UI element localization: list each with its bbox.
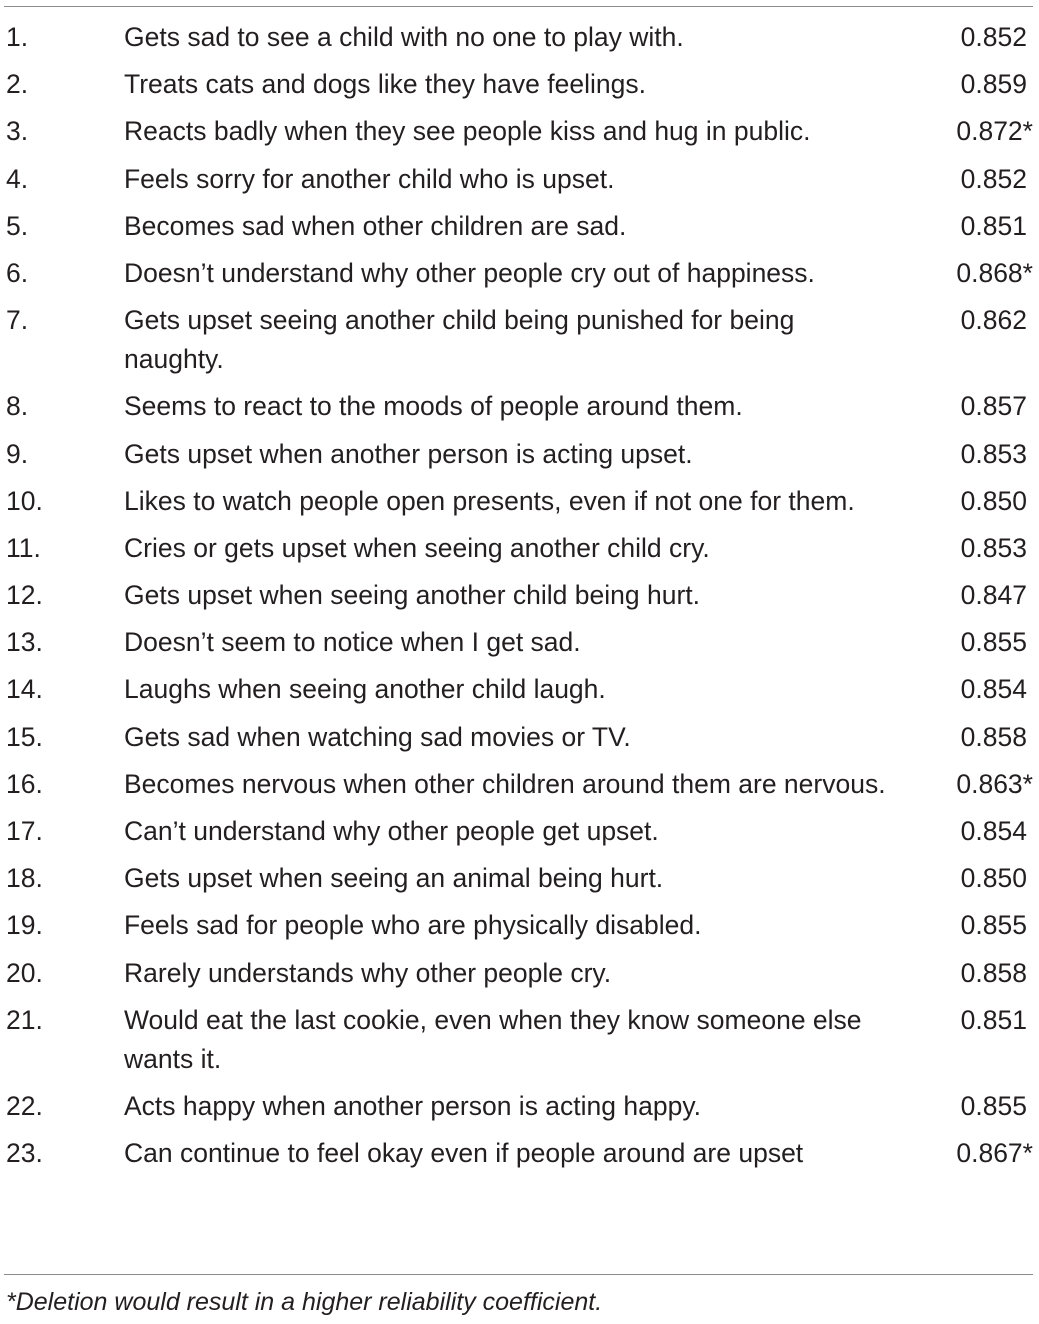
table-row [0,718,1039,757]
table-row [0,301,1039,379]
item-text: Gets sad to see a child with no one to play with. [124,22,684,52]
item-text: Can’t understand why other people get upset. [124,816,659,846]
alpha-if-deleted-value: 0.853 [960,532,1027,563]
item-text: Gets upset seeing another child being punished for being naughty. [124,305,795,375]
item-number: 22. [6,1090,43,1121]
item-number: 19. [6,910,43,941]
item-number: 20. [6,957,43,988]
item-text: Laughs when seeing another child laugh. [124,674,606,705]
item-number: 4. [6,163,29,194]
item-number: 11. [6,532,41,563]
table-row [0,1087,1039,1126]
item-number: 7. [6,305,29,336]
alpha-if-deleted-value: 0.855 [960,1090,1027,1121]
item-number: 17. [6,816,43,846]
item-text: Becomes sad when other children are sad. [124,210,627,241]
table-top-rule [4,6,1033,7]
item-number: 3. [6,116,29,147]
item-text: Seems to react to the moods of people around them. [124,391,743,422]
alpha-if-deleted-value: 0.851 [960,210,1027,241]
table-row [0,623,1039,662]
table-row [0,576,1039,615]
item-number: 15. [6,721,43,752]
item-text: Doesn’t understand why other people cry out of happiness. [124,257,815,288]
alpha-if-deleted-value: 0.853 [960,438,1027,469]
alpha-if-deleted-value: 0.855 [960,910,1027,941]
table-row [0,529,1039,568]
table-row [0,387,1039,426]
item-text: Would eat the last cookie, even when they know someone else wants it. [124,1004,862,1074]
item-number: 6. [6,257,29,288]
alpha-if-deleted-value: 0.867* [956,1138,1033,1169]
item-text: Becomes nervous when other children around them are nervous. [124,768,886,799]
alpha-if-deleted-value: 0.851 [960,1004,1027,1035]
alpha-if-deleted-value: 0.854 [960,816,1027,846]
alpha-if-deleted-value: 0.863* [956,768,1033,799]
table-row [0,906,1039,945]
item-text: Likes to watch people open presents, even if not one for them. [124,485,855,516]
table-row [0,65,1039,104]
item-number: 1. [6,22,29,52]
item-text: Gets upset when seeing another child being hurt. [124,580,701,611]
item-text: Doesn’t seem to notice when I get sad. [124,627,581,658]
table-footnote: *Deletion would result in a higher reliability coefficient. [6,1288,603,1316]
alpha-if-deleted-value: 0.854 [960,674,1027,705]
table-row [0,482,1039,521]
item-text: Feels sorry for another child who is upset. [124,163,615,194]
alpha-if-deleted-value: 0.855 [960,627,1027,658]
item-text: Rarely understands why other people cry. [124,957,612,988]
reliability-table [0,18,1039,1181]
item-number: 23. [6,1138,43,1169]
table-row [0,435,1039,474]
table-row [0,670,1039,709]
alpha-if-deleted-value: 0.850 [960,863,1027,894]
alpha-if-deleted-value: 0.858 [960,721,1027,752]
table-row [0,1134,1039,1173]
alpha-if-deleted-value: 0.850 [960,485,1027,516]
alpha-if-deleted-value: 0.872* [956,116,1033,147]
item-number: 2. [6,69,29,100]
table-row [0,1001,1039,1079]
table-row [0,954,1039,993]
item-number: 16. [6,768,43,799]
item-number: 13. [6,627,43,658]
item-text: Gets upset when another person is acting upset. [124,438,693,469]
item-text: Gets upset when seeing an animal being hurt. [124,863,664,894]
table-row [0,812,1039,851]
table-row [0,160,1039,199]
item-text: Treats cats and dogs like they have feelings. [124,69,646,100]
alpha-if-deleted-value: 0.857 [960,391,1027,422]
item-number: 12. [6,580,43,611]
item-number: 8. [6,391,29,422]
item-number: 5. [6,210,29,241]
table-bottom-rule [4,1274,1033,1275]
item-text: Cries or gets upset when seeing another child cry. [124,532,710,563]
item-text: Can continue to feel okay even if people around are upset [124,1138,804,1169]
item-number: 10. [6,485,43,516]
table-row [0,207,1039,246]
table-row [0,112,1039,151]
item-number: 9. [6,438,29,469]
item-text: Acts happy when another person is acting happy. [124,1090,701,1121]
alpha-if-deleted-value: 0.847 [960,580,1027,611]
item-text: Reacts badly when they see people kiss and hug in public. [124,116,811,147]
table-row [0,254,1039,293]
item-number: 21. [6,1004,43,1035]
alpha-if-deleted-value: 0.852 [960,163,1027,194]
alpha-if-deleted-value: 0.852 [960,22,1027,52]
table-row [0,18,1039,57]
item-number: 14. [6,674,43,705]
table-row [0,765,1039,804]
item-number: 18. [6,863,43,894]
alpha-if-deleted-value: 0.859 [960,69,1027,100]
alpha-if-deleted-value: 0.868* [956,257,1033,288]
item-text: Feels sad for people who are physically disabled. [124,910,702,941]
item-text: Gets sad when watching sad movies or TV. [124,721,631,752]
table-row [0,859,1039,898]
alpha-if-deleted-value: 0.862 [960,305,1027,336]
alpha-if-deleted-value: 0.858 [960,957,1027,988]
